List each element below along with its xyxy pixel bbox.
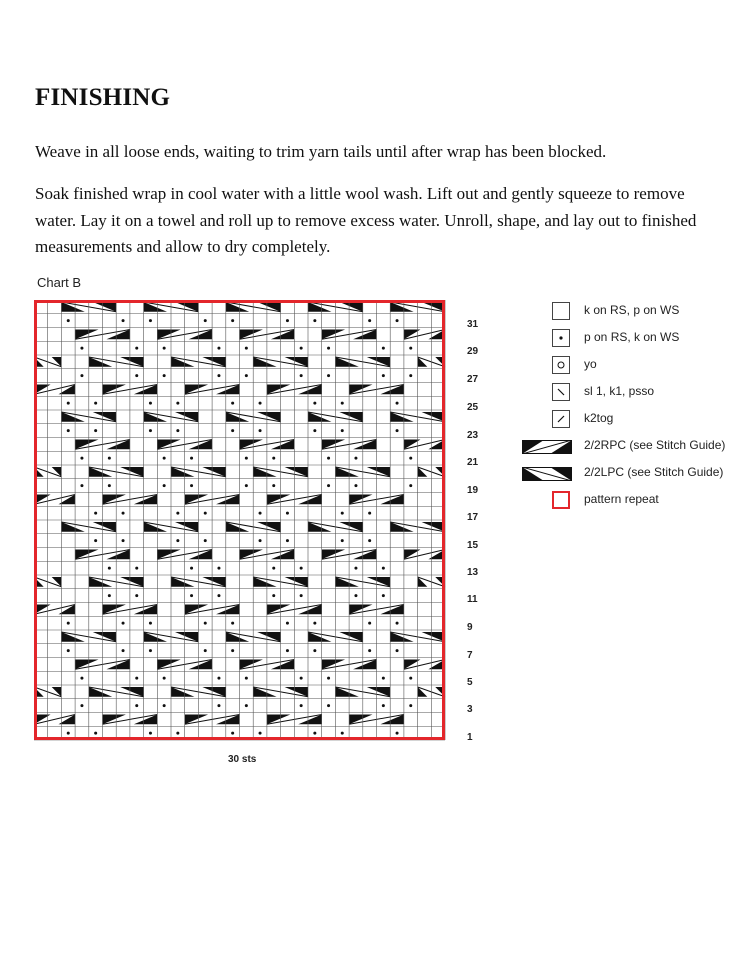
purl-stitch	[149, 649, 152, 652]
purl-stitch	[368, 622, 371, 625]
legend-label: 2/2RPC (see Stitch Guide)	[584, 438, 726, 452]
purl-stitch	[231, 649, 234, 652]
purl-stitch	[382, 567, 385, 570]
purl-stitch	[190, 484, 193, 487]
legend-item	[522, 487, 732, 514]
purl-stitch	[135, 374, 138, 377]
purl-stitch	[272, 484, 275, 487]
purl-stitch	[80, 704, 83, 707]
purl-stitch	[245, 704, 248, 707]
purl-stitch	[327, 457, 330, 460]
purl-stitch	[286, 622, 289, 625]
legend-item	[522, 325, 732, 352]
purl-stitch	[327, 704, 330, 707]
stitch-count-label: 30 sts	[228, 754, 257, 765]
purl-stitch	[163, 704, 166, 707]
purl-stitch	[259, 732, 262, 735]
purl-stitch	[409, 704, 412, 707]
legend-item	[522, 379, 732, 406]
purl-stitch	[259, 539, 262, 542]
purl-stitch	[231, 319, 234, 322]
purl-stitch	[300, 567, 303, 570]
purl-stitch	[313, 649, 316, 652]
purl-stitch	[80, 484, 83, 487]
purl-stitch	[396, 402, 399, 405]
purl-stitch	[259, 512, 262, 515]
row-number: 21	[467, 457, 479, 468]
row-number: 19	[467, 485, 479, 496]
purl-stitch	[368, 649, 371, 652]
row-number: 13	[467, 567, 479, 578]
purl-stitch	[122, 319, 125, 322]
purl-stitch	[327, 484, 330, 487]
purl-stitch	[217, 594, 220, 597]
purl-stitch	[149, 402, 152, 405]
purl-stitch	[382, 594, 385, 597]
purl-stitch	[396, 429, 399, 432]
legend-item	[522, 352, 732, 379]
purl-stitch	[217, 347, 220, 350]
purl-stitch	[135, 677, 138, 680]
backslash-icon	[552, 383, 570, 401]
purl-stitch	[409, 347, 412, 350]
purl-stitch	[163, 457, 166, 460]
purl-stitch	[245, 457, 248, 460]
circle-icon	[552, 356, 570, 374]
purl-stitch	[341, 732, 344, 735]
purl-stitch	[396, 622, 399, 625]
purl-stitch	[409, 374, 412, 377]
purl-stitch	[122, 512, 125, 515]
purl-stitch	[259, 402, 262, 405]
purl-stitch	[231, 429, 234, 432]
legend-item	[522, 460, 732, 487]
purl-stitch	[67, 622, 70, 625]
purl-stitch	[204, 319, 207, 322]
purl-stitch	[135, 567, 138, 570]
row-number: 1	[467, 732, 473, 743]
purl-stitch	[409, 677, 412, 680]
purl-stitch	[272, 567, 275, 570]
purl-stitch	[313, 622, 316, 625]
purl-stitch	[163, 484, 166, 487]
purl-stitch	[272, 594, 275, 597]
purl-stitch	[354, 457, 357, 460]
purl-stitch	[163, 347, 166, 350]
purl-stitch	[300, 704, 303, 707]
purl-stitch	[108, 457, 111, 460]
purl-stitch	[313, 402, 316, 405]
purl-stitch	[108, 594, 111, 597]
purl-stitch	[286, 512, 289, 515]
purl-stitch	[368, 319, 371, 322]
row-number: 27	[467, 374, 479, 385]
purl-stitch	[122, 649, 125, 652]
purl-stitch	[382, 677, 385, 680]
purl-stitch	[94, 539, 97, 542]
purl-stitch	[286, 319, 289, 322]
purl-stitch	[396, 732, 399, 735]
purl-stitch	[259, 429, 262, 432]
purl-stitch	[245, 347, 248, 350]
purl-stitch	[354, 594, 357, 597]
purl-stitch	[67, 732, 70, 735]
purl-stitch	[245, 484, 248, 487]
purl-stitch	[245, 677, 248, 680]
purl-stitch	[163, 677, 166, 680]
purl-stitch	[204, 622, 207, 625]
purl-stitch	[190, 567, 193, 570]
purl-stitch	[341, 512, 344, 515]
purl-stitch	[286, 539, 289, 542]
purl-stitch	[204, 512, 207, 515]
paragraph-weave-ends: Weave in all loose ends, waiting to trim yarn tails until after wrap has been blocked.	[35, 142, 607, 161]
purl-stitch	[341, 402, 344, 405]
purl-stitch	[80, 677, 83, 680]
purl-stitch	[231, 732, 234, 735]
purl-stitch	[135, 704, 138, 707]
purl-stitch	[409, 484, 412, 487]
purl-stitch	[341, 429, 344, 432]
purl-stitch	[313, 732, 316, 735]
purl-stitch	[368, 512, 371, 515]
chart-title: Chart B	[37, 275, 82, 290]
purl-stitch	[176, 512, 179, 515]
purl-stitch	[300, 594, 303, 597]
purl-stitch	[94, 512, 97, 515]
purl-stitch	[341, 539, 344, 542]
purl-stitch	[231, 402, 234, 405]
paragraph-soak-instructions: Soak finished wrap in cool water with a little wool wash. Lift out and gently squeeze to remove water. Lay it on a towel and roll up to remove excess water. Unroll, shape, and lay out to finished measurements and allow to dry completely.	[35, 184, 697, 256]
knitting-chart	[34, 300, 454, 750]
purl-stitch	[176, 732, 179, 735]
purl-stitch	[149, 429, 152, 432]
purl-stitch	[176, 402, 179, 405]
purl-stitch	[80, 457, 83, 460]
purl-stitch	[354, 484, 357, 487]
purl-stitch	[354, 567, 357, 570]
purl-stitch	[80, 347, 83, 350]
legend-label: 2/2LPC (see Stitch Guide)	[584, 465, 724, 479]
purl-stitch	[176, 429, 179, 432]
purl-stitch	[163, 374, 166, 377]
red-box-icon	[552, 491, 570, 509]
purl-stitch	[217, 677, 220, 680]
purl-stitch	[217, 704, 220, 707]
purl-stitch	[300, 374, 303, 377]
legend-item	[522, 406, 732, 433]
row-number: 5	[467, 677, 473, 688]
purl-stitch	[396, 649, 399, 652]
legend-label: sl 1, k1, psso	[584, 384, 655, 398]
purl-stitch	[149, 622, 152, 625]
legend-label: pattern repeat	[584, 492, 659, 506]
purl-stitch	[382, 374, 385, 377]
purl-stitch	[368, 539, 371, 542]
purl-stitch	[300, 347, 303, 350]
purl-stitch	[176, 539, 179, 542]
row-number: 9	[467, 622, 473, 633]
empty-box-icon	[552, 302, 570, 320]
legend-label: k on RS, p on WS	[584, 303, 680, 317]
purl-stitch	[217, 374, 220, 377]
purl-stitch	[313, 429, 316, 432]
dot-icon	[552, 329, 570, 347]
purl-stitch	[67, 319, 70, 322]
purl-stitch	[217, 567, 220, 570]
chart-legend	[522, 298, 732, 514]
purl-stitch	[245, 374, 248, 377]
right-cable-icon	[522, 440, 572, 454]
purl-stitch	[94, 732, 97, 735]
purl-stitch	[94, 402, 97, 405]
row-number: 7	[467, 650, 473, 661]
purl-stitch	[108, 484, 111, 487]
purl-stitch	[382, 704, 385, 707]
purl-stitch	[108, 567, 111, 570]
purl-stitch	[382, 347, 385, 350]
purl-stitch	[313, 319, 316, 322]
row-number: 25	[467, 402, 479, 413]
purl-stitch	[327, 374, 330, 377]
purl-stitch	[190, 594, 193, 597]
purl-stitch	[135, 594, 138, 597]
legend-item	[522, 433, 732, 460]
row-number: 23	[467, 430, 479, 441]
slash-icon	[552, 410, 570, 428]
purl-stitch	[80, 374, 83, 377]
page-title: FINISHING	[35, 84, 171, 111]
purl-stitch	[190, 457, 193, 460]
row-number: 17	[467, 512, 479, 523]
purl-stitch	[122, 622, 125, 625]
purl-stitch	[286, 649, 289, 652]
purl-stitch	[409, 457, 412, 460]
left-cable-icon	[522, 467, 572, 481]
purl-stitch	[204, 539, 207, 542]
purl-stitch	[327, 677, 330, 680]
purl-stitch	[135, 347, 138, 350]
purl-stitch	[149, 732, 152, 735]
legend-label: yo	[584, 357, 597, 371]
purl-stitch	[94, 429, 97, 432]
row-number: 11	[467, 594, 478, 605]
purl-stitch	[272, 457, 275, 460]
row-number: 29	[467, 346, 479, 357]
purl-stitch	[122, 539, 125, 542]
row-number: 15	[467, 540, 479, 551]
purl-stitch	[204, 649, 207, 652]
purl-stitch	[67, 429, 70, 432]
purl-stitch	[396, 319, 399, 322]
purl-stitch	[149, 319, 152, 322]
row-number: 31	[467, 319, 479, 330]
purl-stitch	[300, 677, 303, 680]
purl-stitch	[231, 622, 234, 625]
legend-item	[522, 298, 732, 325]
row-number: 3	[467, 704, 473, 715]
purl-stitch	[67, 649, 70, 652]
purl-stitch	[67, 402, 70, 405]
legend-label: p on RS, k on WS	[584, 330, 680, 344]
purl-stitch	[327, 347, 330, 350]
legend-label: k2tog	[584, 411, 614, 425]
